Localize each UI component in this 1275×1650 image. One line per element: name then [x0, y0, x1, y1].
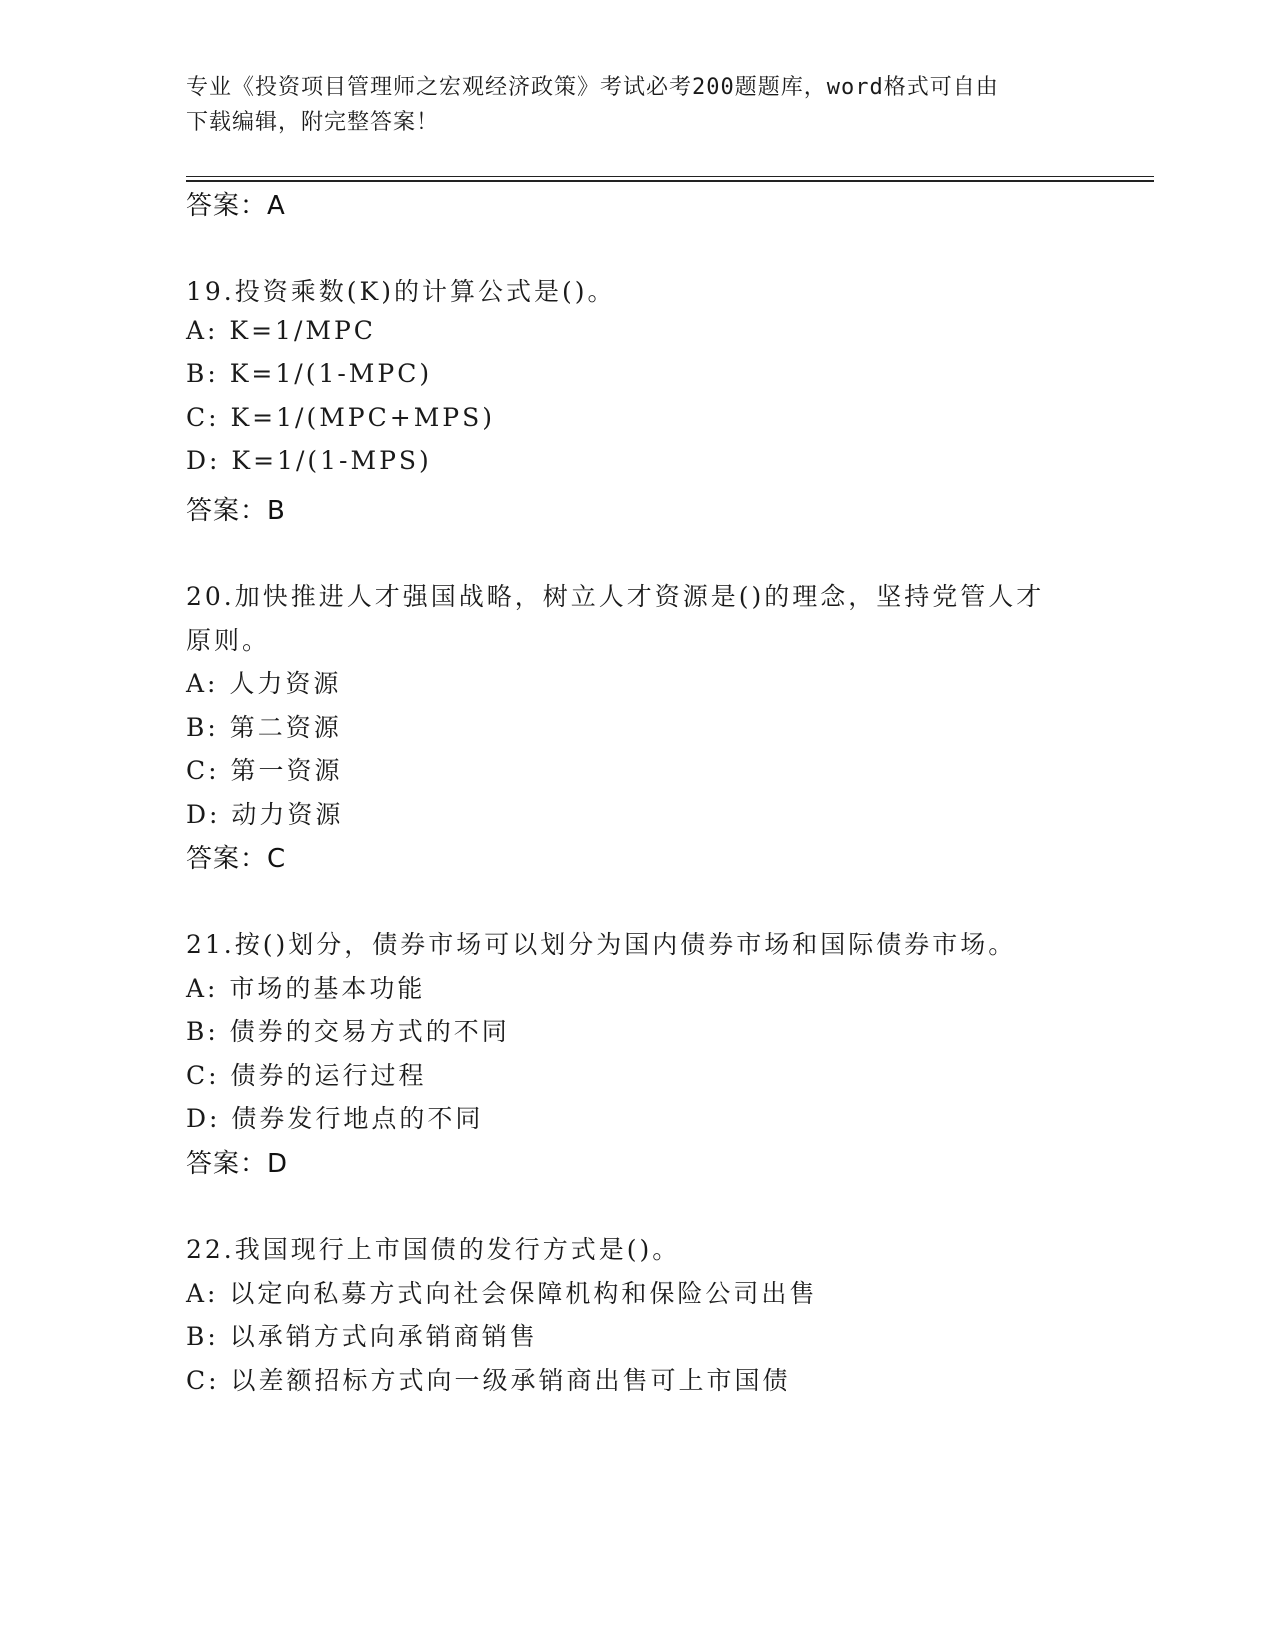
option-d: D: 动力资源 — [186, 800, 344, 829]
option-d: D: 债券发行地点的不同 — [186, 1104, 484, 1133]
answer-line: 答案：A — [186, 191, 286, 221]
question-stem: 19.投资乘数(K)的计算公式是()。 — [186, 277, 616, 306]
question-stem: 20.加快推进人才强国战略，树立人才资源是()的理念，坚持党管人才 — [186, 582, 1045, 611]
option-a: A: 以定向私募方式向社会保障机构和保险公司出售 — [186, 1279, 818, 1308]
answer-line: 答案：C — [186, 844, 287, 874]
option-b: B: K=1/(1-MPC) — [186, 359, 433, 388]
option-b: B: 第二资源 — [186, 713, 342, 742]
option-c: C: 债券的运行过程 — [186, 1061, 427, 1090]
answer-line: 答案：D — [186, 1149, 289, 1179]
option-c: C: 以差额招标方式向一级承销商出售可上市国债 — [186, 1366, 791, 1395]
header-divider — [186, 176, 1154, 182]
document-header — [186, 70, 1086, 140]
option-b: B: 以承销方式向承销商销售 — [186, 1322, 538, 1351]
answer-line: 答案：B — [186, 496, 286, 526]
option-a: A: K=1/MPC — [186, 316, 376, 345]
option-c: C: 第一资源 — [186, 756, 343, 785]
option-b: B: 债券的交易方式的不同 — [186, 1017, 510, 1046]
header-line-2: 下载编辑，附完整答案！ — [186, 110, 440, 135]
option-a: A: 市场的基本功能 — [186, 974, 426, 1003]
option-c: C: K=1/(MPC+MPS) — [186, 403, 495, 432]
option-d: D: K=1/(1-MPS) — [186, 446, 432, 475]
question-stem: 21.按()划分，债券市场可以划分为国内债券市场和国际债券市场。 — [186, 930, 1017, 959]
header-line-1: 专业《投资项目管理师之宏观经济政策》考试必考200题题库，word格式可自由 — [186, 75, 999, 100]
question-stem-continued: 原则。 — [186, 626, 271, 655]
option-a: A: 人力资源 — [186, 669, 342, 698]
question-stem: 22.我国现行上市国债的发行方式是()。 — [186, 1235, 681, 1264]
